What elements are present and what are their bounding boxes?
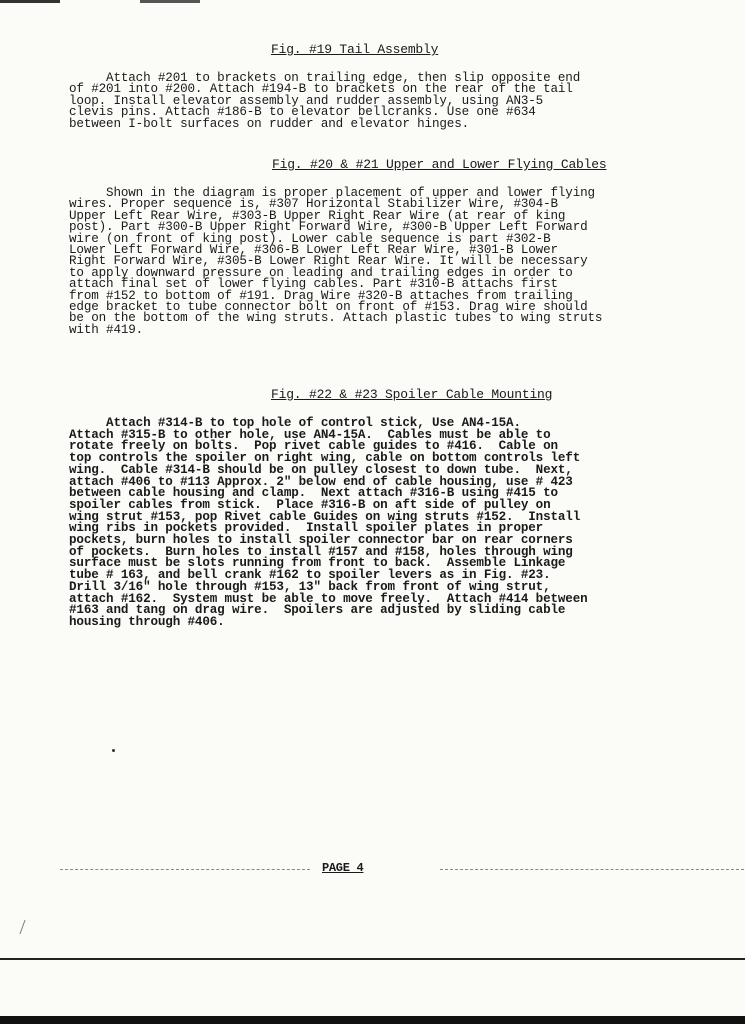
text-line: edge bracket to tube connector bolt on front of #153. Drag wire should (69, 300, 588, 315)
text-line: attach final set of lower flying cables. Part #310-B attachs first (69, 277, 558, 292)
scan-edge-top (0, 0, 745, 3)
text-line: attach #406 to #113 Approx. 2" below end of cable housing, use # 423 (69, 474, 573, 489)
text-line: rotate freely on bolts. Pop rivet cable guides to #416. Cable on (69, 439, 558, 454)
heading-tail-assembly: Fig. #19 Tail Assembly (271, 42, 439, 57)
margin-mark (19, 920, 33, 934)
text-line: pockets, burn holes to install spoiler connector bar on rear corners (69, 533, 573, 548)
text-line: Drill 3/16" hole through #153, 13" back from front of wing strut, (69, 579, 551, 594)
page-footer (60, 861, 744, 877)
text-line: loop. Install elevator assembly and rudder assembly, using AN3-5 (69, 93, 544, 108)
text-line: wing strut #153, pop Rivet cable Guides on wing struts #152. Install (69, 509, 581, 524)
text-line: wing. Cable #314-B should be on pulley closest to down tube. Next, (69, 462, 573, 477)
text-line: Attach #314-B to top hole of control stick, Use AN4-15A. (69, 416, 521, 430)
text-line: Lower Left Forward Wire, #306-B Lower Left Rear Wire, #301-B Lower (69, 243, 558, 258)
text-line: with #419. (69, 322, 144, 337)
scan-edge-bottom (0, 1016, 745, 1024)
text-line: surface must be slots running from front to back. Assemble Linkage (69, 556, 566, 571)
text-line: Upper Left Rear Wire, #303-B Upper Right Rear Wire (at rear of king (69, 208, 566, 223)
text-line: Shown in the diagram is proper placement of upper and lower flying (69, 186, 595, 200)
text-line: spoiler cables from stick. Place #316-B on aft side of pulley on (69, 497, 551, 512)
heading-flying-cables: Fig. #20 & #21 Upper and Lower Flying Cables (272, 157, 607, 172)
paragraph-spoiler-cable-mounting (69, 418, 709, 629)
text-line: Attach #315-B to other hole, use AN4-15A. Cables must be able to (69, 427, 551, 442)
scan-speck (112, 749, 115, 752)
text-line: attach #162. System must be able to move freely. Attach #414 between (69, 591, 588, 606)
text-line: between I-bolt surfaces on rudder and elevator hinges. (69, 116, 470, 131)
scan-edge-rule (0, 958, 745, 960)
heading-spoiler-cable-mounting: Fig. #22 & #23 Spoiler Cable Mounting (271, 387, 553, 402)
paragraph-tail-assembly (69, 73, 709, 130)
text-line: Attach #201 to brackets on trailing edge, then slip opposite end (69, 71, 581, 85)
text-line: tube # 163, and bell crank #162 to spoiler levers as in Fig. #23. (69, 568, 551, 583)
page-number: PAGE 4 (322, 861, 364, 875)
footer-rule-left (60, 869, 310, 870)
footer-rule-right (440, 869, 744, 870)
text-line: of pockets. Burn holes to install #157 and #158, holes through wing (69, 544, 573, 559)
text-line: housing through #406. (69, 614, 225, 629)
text-line: post). Part #300-B Upper Right Forward Wire, #300-B Upper Left Forward (69, 220, 588, 235)
text-line: Right Forward Wire, #305-B Lower Right Rear Wire. It will be necessary (69, 254, 588, 269)
text-line: to apply downward pressure on leading and trailing edges in order to (69, 265, 573, 280)
text-line: wing ribs in pockets provided. Install spoiler plates in proper (69, 521, 544, 536)
text-line: clevis pins. Attach #186-B to elevator bellcranks. Use one #634 (69, 105, 536, 120)
text-line: of #201 into #200. Attach #194-B to brackets on the rear of the tail (69, 82, 573, 97)
text-line: wires. Proper sequence is, #307 Horizontal Stabilizer Wire, #304-B (69, 197, 558, 212)
text-line: between cable housing and clamp. Next attach #316-B using #415 to (69, 486, 558, 501)
text-line: top controls the spoiler on right wing, cable on bottom controls left (69, 451, 581, 466)
text-line: from #152 to bottom of #191. Drag Wire #320-B attaches from trailing (69, 288, 573, 303)
text-line: be on the bottom of the wing struts. Attach plastic tubes to wing struts (69, 311, 603, 326)
text-line: #163 and tang on drag wire. Spoilers are adjusted by sliding cable (69, 603, 566, 618)
paragraph-flying-cables (69, 188, 709, 336)
text-line: wire (on front of king post). Lower cable sequence is part #302-B (69, 231, 551, 246)
